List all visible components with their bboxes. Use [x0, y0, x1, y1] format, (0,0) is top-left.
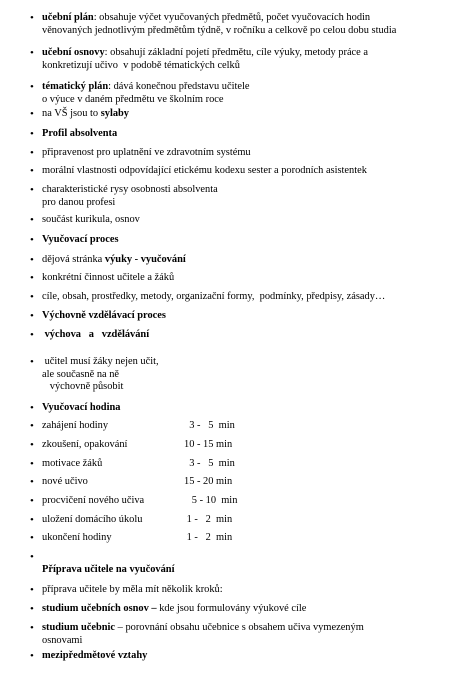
list-item-text	[42, 420, 235, 433]
bullet-icon: •	[30, 254, 34, 266]
phase-duration: 1 - 2 min	[184, 514, 233, 525]
text-line	[42, 356, 159, 369]
text-run: na VŠ jsou to	[42, 108, 101, 119]
bold-term: výuky - vyučování	[104, 254, 186, 265]
phase-label: procvičení nového učiva	[42, 495, 145, 506]
text-run: osnovami	[42, 634, 83, 646]
text-line	[42, 128, 117, 141]
bullet-icon: •	[30, 234, 34, 246]
list-item-text	[42, 108, 129, 121]
list-item-text	[42, 234, 118, 247]
bold-term: učební plán	[42, 12, 94, 23]
phase-label: zahájení hodiny	[42, 420, 109, 431]
text-line	[42, 25, 396, 38]
list-item-text	[42, 650, 147, 663]
text-line	[42, 329, 149, 342]
text-line	[42, 564, 174, 577]
text-line	[42, 402, 120, 415]
list-item-text	[42, 310, 166, 323]
text-run: věnovaných jednotlivým předmětům týdně, v ročníku a celkově po celou dobu studia	[42, 24, 397, 36]
bullet-icon: •	[30, 329, 34, 341]
bullet-icon: •	[30, 12, 34, 24]
list-item-text	[42, 458, 235, 471]
bold-term: studium učebnic	[42, 622, 116, 633]
phase-duration: 3 - 5 min	[184, 458, 235, 469]
text-line	[42, 165, 367, 178]
bullet-icon: •	[30, 439, 34, 451]
phase-label: uložení domácího úkolu	[42, 514, 143, 525]
bold-term: Příprava učitele na vyučování	[42, 563, 175, 575]
text-run: příprava učitele by měla mít několik kroků:	[42, 584, 223, 595]
text-run: ale současně na ně	[42, 368, 120, 380]
text-line	[42, 603, 306, 616]
text-line	[42, 291, 385, 304]
text-line	[42, 234, 118, 247]
text-run: : dává konečnou představu učitele	[108, 81, 250, 92]
list-item-text	[42, 356, 159, 394]
text-run: součást kurikula, osnov	[42, 214, 140, 225]
text-run: o výuce v daném předmětu ve školním roce	[42, 93, 224, 105]
text-line	[42, 108, 129, 121]
phase-label: ukončení hodiny	[42, 532, 112, 543]
phase-duration: 5 - 10 min	[184, 495, 238, 506]
list-item-text	[42, 254, 186, 267]
bullet-icon: •	[30, 476, 34, 488]
bullet-icon: •	[30, 272, 34, 284]
list-item-text	[42, 495, 237, 508]
list-item-text	[42, 47, 368, 72]
text-line	[42, 184, 218, 197]
phase-label: zkoušení, opakování	[42, 439, 128, 450]
bold-term: Vyučovací hodina	[42, 402, 121, 413]
text-line	[42, 94, 249, 107]
phase-duration: 3 - 5 min	[184, 420, 235, 431]
list-item-text	[42, 81, 249, 106]
bold-term: Profil absolventa	[42, 128, 118, 139]
bullet-icon: •	[30, 603, 34, 615]
list-item-text	[42, 622, 364, 647]
bullet-icon: •	[30, 47, 34, 59]
list-item-text	[42, 272, 174, 285]
bullet-icon: •	[30, 214, 34, 226]
text-run: morální vlastnosti odpovídající etickému kodexu sester a porodních asistentek	[42, 165, 367, 176]
phase-label: nové učivo	[42, 476, 88, 487]
phase-label: motivace žáků	[42, 458, 103, 469]
text-run: výchovně působit	[42, 381, 124, 392]
bold-term: tématický plán	[42, 81, 109, 92]
phase-duration: 10 - 15 min	[184, 439, 233, 450]
text-line	[42, 197, 218, 210]
list-item-text	[42, 439, 232, 452]
text-line	[42, 369, 159, 382]
bullet-icon: •	[30, 128, 34, 140]
bullet-icon: •	[30, 584, 34, 596]
bold-term: výchova a vzdělávání	[42, 329, 150, 340]
bullet-icon: •	[30, 108, 34, 120]
text-run: připravenost pro uplatnění ve zdravotním systému	[42, 147, 251, 158]
list-item-text	[42, 402, 120, 415]
bullet-icon: •	[30, 650, 34, 662]
list-item-text	[42, 514, 232, 527]
text-run: : obsahuje výčet vyučovaných předmětů, počet vyučovacích hodin	[93, 12, 371, 23]
text-line	[42, 60, 368, 73]
text-run: – porovnání obsahu učebnice s obsahem učiva vymezeným	[115, 622, 364, 633]
bullet-icon: •	[30, 458, 34, 470]
bullet-icon: •	[30, 165, 34, 177]
bold-term: mezipředmětové vztahy	[42, 650, 148, 661]
list-item-text	[42, 214, 140, 227]
text-run: konkrétní činnost učitele a žáků	[42, 272, 175, 283]
bold-term: učební osnovy	[42, 47, 105, 58]
list-item-text	[42, 147, 251, 160]
bullet-icon: •	[30, 81, 34, 93]
text-run: kde jsou formulovány výukové cíle	[156, 603, 307, 614]
text-line	[42, 310, 166, 323]
bold-term: sylaby	[100, 108, 129, 119]
text-line	[42, 381, 159, 394]
text-run: dějová stránka	[42, 254, 105, 265]
bullet-icon: •	[30, 551, 34, 563]
list-item-text	[42, 184, 218, 209]
list-item-text	[42, 603, 306, 616]
text-line	[42, 214, 140, 227]
bullet-icon: •	[30, 402, 34, 414]
list-item-text	[42, 584, 223, 597]
bold-term: studium učebních osnov –	[42, 603, 157, 614]
list-item-text	[42, 551, 174, 576]
bold-term: Výchovně vzdělávací proces	[42, 310, 166, 321]
bullet-icon: •	[30, 532, 34, 544]
text-line	[42, 650, 147, 663]
bullet-icon: •	[30, 291, 34, 303]
list-item-text	[42, 128, 117, 141]
phase-duration: 1 - 2 min	[184, 532, 233, 543]
text-line	[42, 81, 249, 94]
bullet-icon: •	[30, 420, 34, 432]
bullet-icon: •	[30, 310, 34, 322]
bullet-icon: •	[30, 147, 34, 159]
bullet-icon: •	[30, 622, 34, 634]
text-run: konkretizují učivo v podobě tématických celků	[42, 59, 240, 71]
list-item-text	[42, 329, 149, 342]
text-line	[42, 12, 396, 25]
text-line	[42, 272, 174, 285]
text-line	[42, 635, 364, 648]
list-item-text	[42, 291, 385, 304]
text-run: cíle, obsah, prostředky, metody, organizační formy, podmínky, předpisy, zásady…	[42, 291, 386, 302]
list-item-text	[42, 532, 232, 545]
bullet-icon: •	[30, 514, 34, 526]
text-line	[42, 147, 251, 160]
text-run: pro danou profesi	[42, 196, 116, 208]
bullet-icon: •	[30, 184, 34, 196]
bullet-icon: •	[30, 495, 34, 507]
bold-term: Vyučovací proces	[42, 234, 119, 245]
text-line	[42, 551, 174, 564]
text-run: charakteristické rysy osobnosti absolventa	[42, 184, 218, 195]
bullet-icon: •	[30, 356, 34, 368]
list-item-text	[42, 12, 396, 37]
text-run: učitel musí žáky nejen učit,	[42, 356, 159, 367]
text-line	[42, 622, 364, 635]
text-line	[42, 47, 368, 60]
phase-duration: 15 - 20 min	[184, 476, 233, 487]
list-item-text	[42, 476, 232, 489]
text-line	[42, 254, 186, 267]
text-run: : obsahují základní pojetí předmětu, cíle výuky, metody práce a	[104, 47, 368, 58]
text-line	[42, 584, 223, 597]
list-item-text	[42, 165, 367, 178]
